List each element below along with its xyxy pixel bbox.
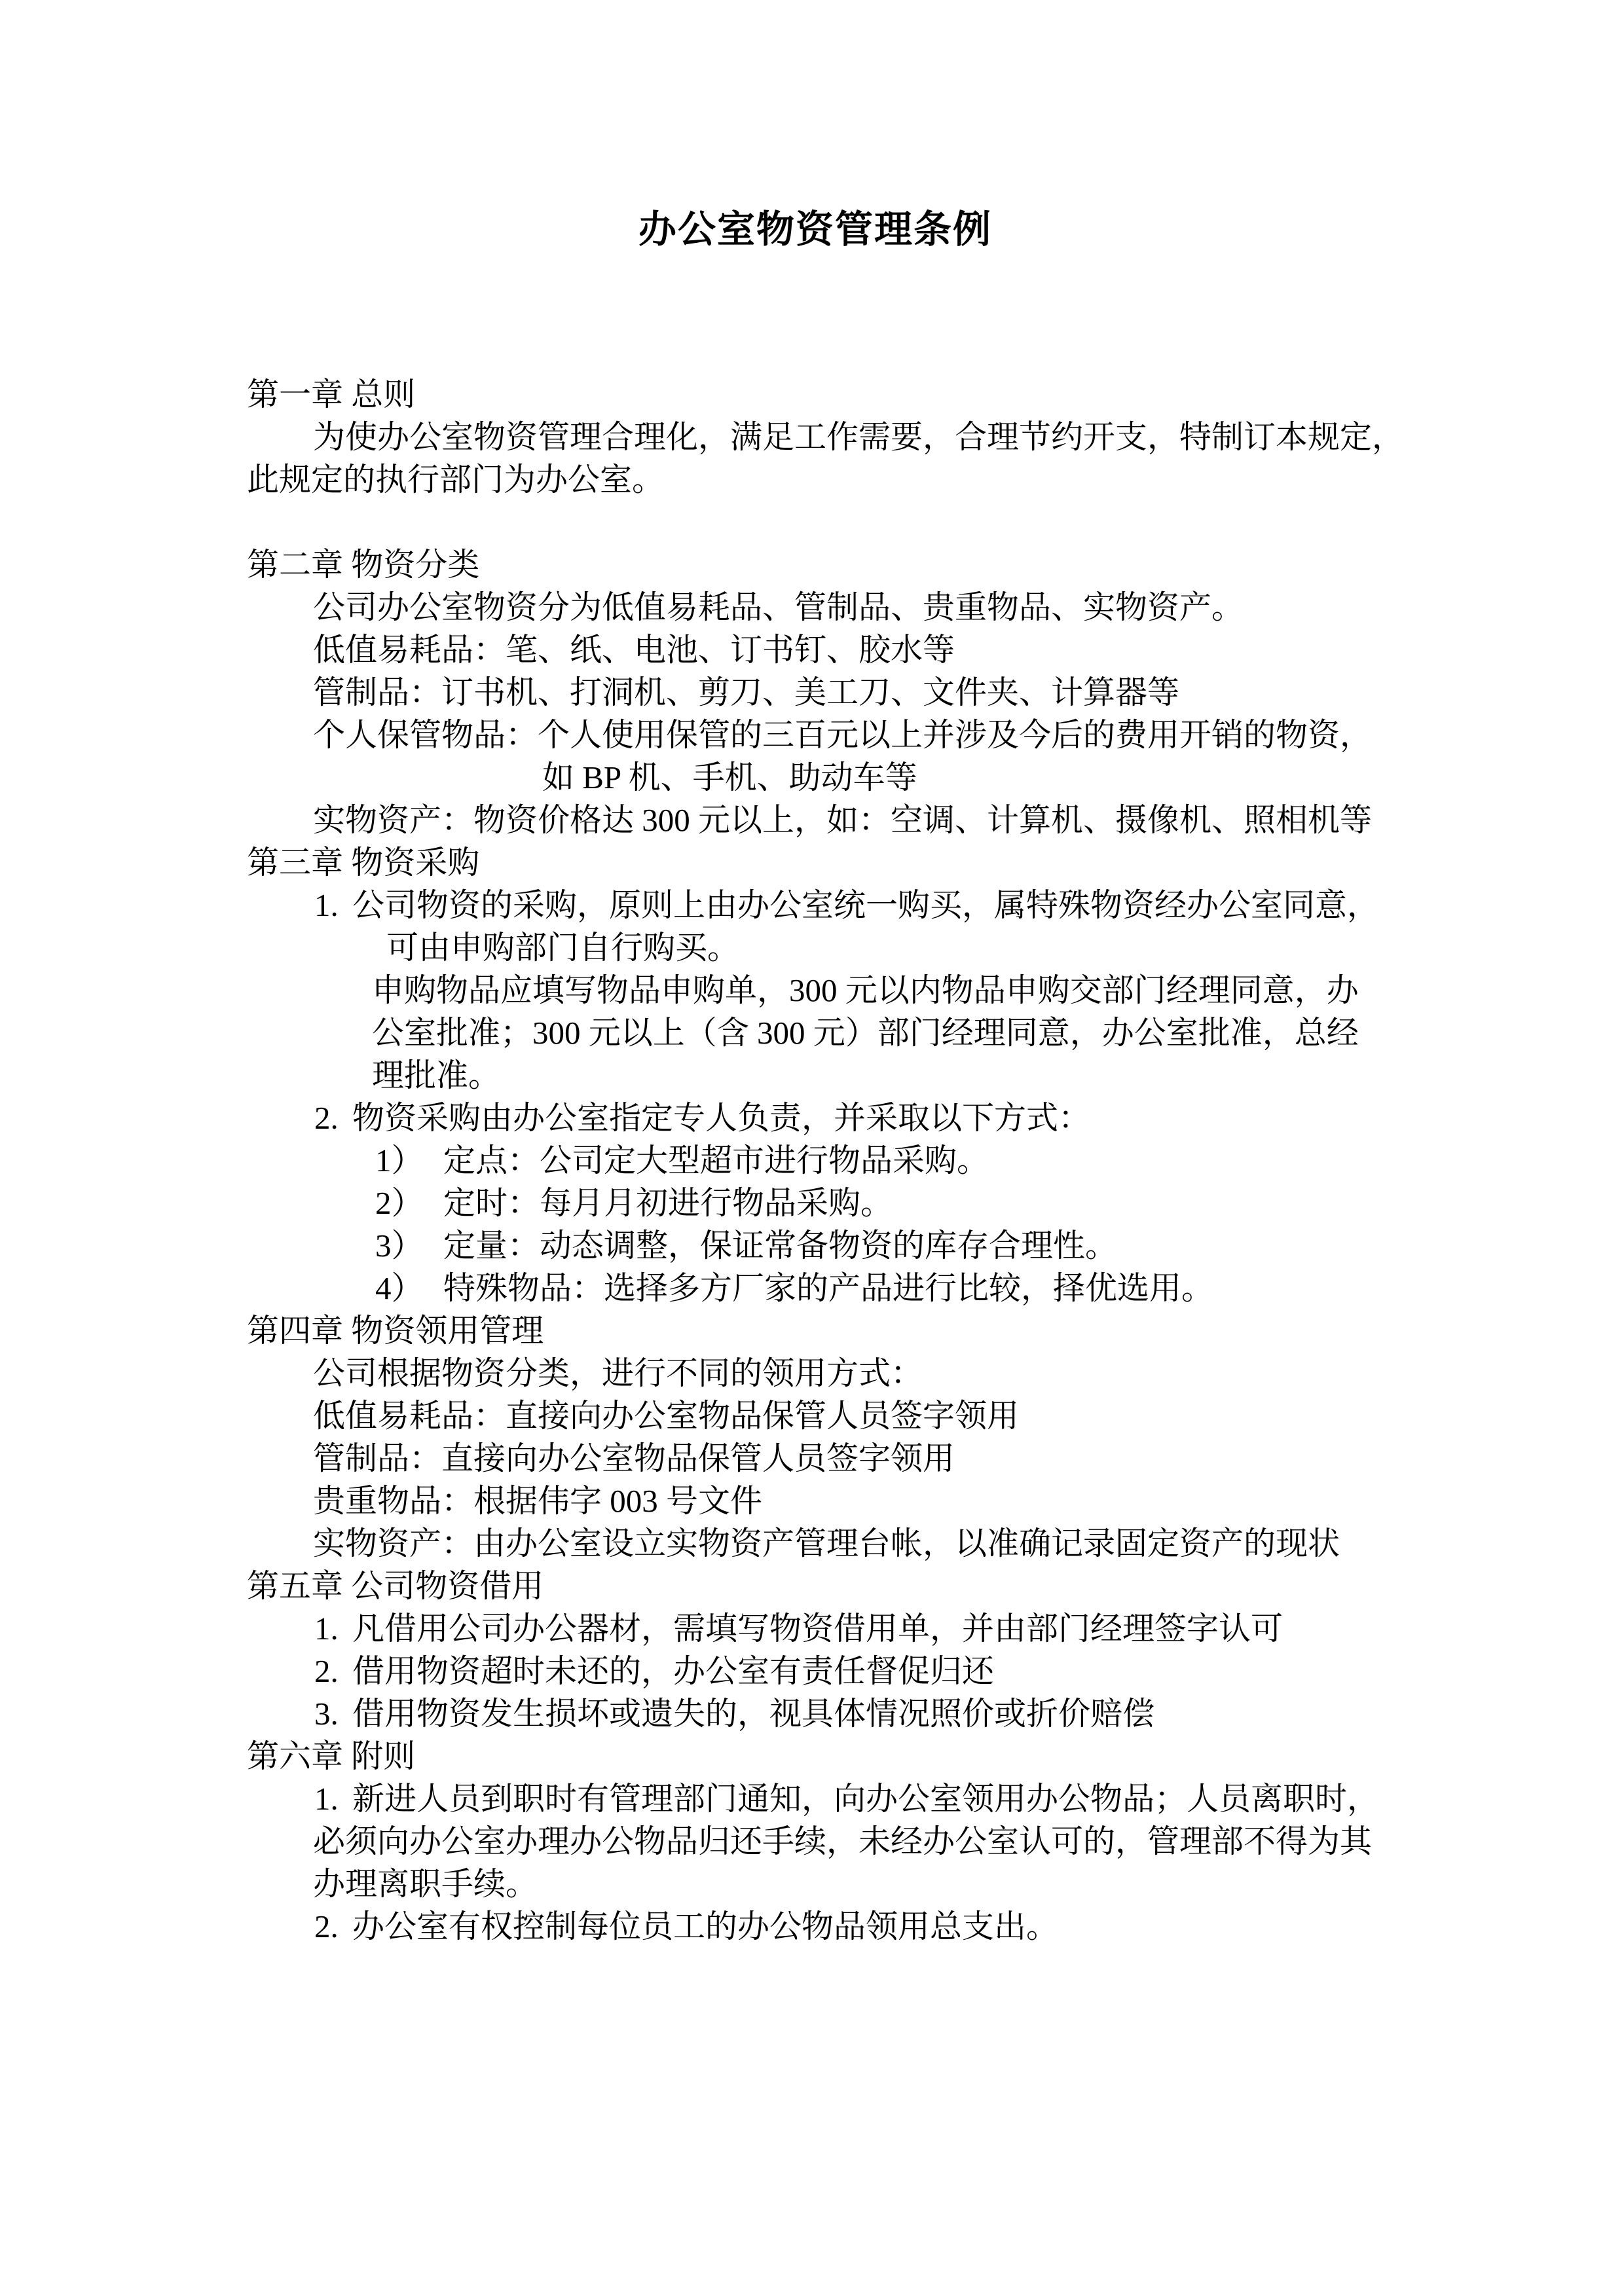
line-text: 定点：公司定大型超市进行物品采购。 [443, 1142, 989, 1178]
list-marker: 3. [314, 1696, 339, 1732]
list-marker: 2. [314, 1100, 339, 1136]
text-line: 实物资产：物资价格达 300 元以上，如：空调、计算机、摄像机、照相机等 [313, 802, 1373, 838]
text-line: 公室批准；300 元以上（含 300 元）部门经理同意，办公室批准，总经 [372, 1015, 1359, 1051]
chapter-heading: 第一章 总则 [247, 376, 416, 412]
line-text: 定量：动态调整，保证常备物资的库存合理性。 [443, 1228, 1118, 1264]
chapter-heading: 第四章 物资领用管理 [247, 1313, 544, 1349]
chapter-heading: 第五章 公司物资借用 [247, 1568, 544, 1604]
text-line [314, 1777, 1384, 1820]
text-line: 低值易耗品：直接向办公室物品保管人员签字领用 [313, 1398, 1020, 1434]
blank-line [247, 501, 1384, 543]
text-line: 办理离职手续。 [313, 1866, 538, 1902]
line-text: 特殊物品：选择多方厂家的产品进行比较，择优选用。 [443, 1270, 1214, 1306]
text-line: 此规定的执行部门为办公室。 [247, 462, 665, 498]
text-line: 管制品：直接向办公室物品保管人员签字领用 [313, 1440, 955, 1476]
list-marker: 1. [314, 1781, 339, 1817]
line-text: 凡借用公司办公器材，需填写物资借用单，并由部门经理签字认可 [352, 1611, 1283, 1647]
text-line [314, 1650, 1384, 1692]
line-text: 借用物资发生损坏或遗失的，视具体情况照价或折价赔偿 [352, 1696, 1155, 1732]
text-line: 低值易耗品：笔、纸、电池、订书钉、胶水等 [313, 632, 955, 668]
line-text: 借用物资超时未还的，办公室有责任督促归还 [352, 1653, 995, 1689]
text-line: 实物资产：由办公室设立实物资产管理台帐，以准确记录固定资产的现状 [313, 1525, 1340, 1561]
text-line [314, 1097, 1384, 1139]
text-line: 公司根据物资分类，进行不同的领用方式： [313, 1355, 923, 1391]
text-line: 理批准。 [372, 1057, 501, 1093]
document-body [247, 373, 1405, 1948]
list-marker: 4） [375, 1270, 424, 1306]
list-marker: 1. [314, 887, 339, 923]
chapter-heading: 第二章 物资分类 [247, 547, 480, 583]
line-text: 新进人员到职时有管理部门通知，向办公室领用办公物品；人员离职时， [352, 1781, 1380, 1817]
chapter-heading: 第六章 附则 [247, 1738, 416, 1774]
text-line [375, 1267, 1384, 1309]
list-marker: 1） [375, 1142, 424, 1178]
list-marker: 1. [314, 1611, 339, 1647]
list-marker: 2. [314, 1653, 339, 1689]
text-line [314, 884, 1384, 926]
document-title: 办公室物资管理条例 [638, 208, 992, 251]
text-line: 如 BP 机、手机、助动车等 [542, 759, 917, 795]
document-content [247, 0, 1405, 1948]
text-line: 贵重物品：根据伟字 003 号文件 [313, 1483, 763, 1519]
text-line: 必须向办公室办理办公物品归还手续，未经办公室认可的，管理部不得为其 [313, 1823, 1373, 1859]
chapter-heading: 第三章 物资采购 [247, 845, 480, 881]
text-line: 个人保管物品：个人使用保管的三百元以上并涉及今后的费用开销的物资， [313, 717, 1373, 753]
text-line [314, 1905, 1384, 1948]
text-line [314, 1607, 1384, 1650]
line-text: 办公室有权控制每位员工的办公物品领用总支出。 [352, 1908, 1059, 1944]
text-line: 为使办公室物资管理合理化，满足工作需要，合理节约开支，特制订本规定， [313, 419, 1405, 455]
list-marker: 2） [375, 1185, 424, 1221]
text-line: 申购物品应填写物品申购单，300 元以内物品申购交部门经理同意，办 [372, 972, 1359, 1008]
text-line [375, 1139, 1384, 1182]
text-line [375, 1224, 1384, 1267]
text-line: 管制品：订书机、打洞机、剪刀、美工刀、文件夹、计算器等 [313, 674, 1180, 710]
list-marker: 2. [314, 1908, 339, 1944]
line-text: 定时：每月月初进行物品采购。 [443, 1185, 893, 1221]
line-text: 物资采购由办公室指定专人负责，并采取以下方式： [352, 1100, 1091, 1136]
text-line [375, 1182, 1384, 1224]
text-line: 可由申购部门自行购买。 [386, 930, 740, 966]
text-line [314, 1692, 1384, 1735]
line-text: 公司物资的采购，原则上由办公室统一购买，属特殊物资经办公室同意， [352, 887, 1380, 923]
text-line: 公司办公室物资分为低值易耗品、管制品、贵重物品、实物资产。 [313, 589, 1244, 625]
list-marker: 3） [375, 1228, 424, 1264]
